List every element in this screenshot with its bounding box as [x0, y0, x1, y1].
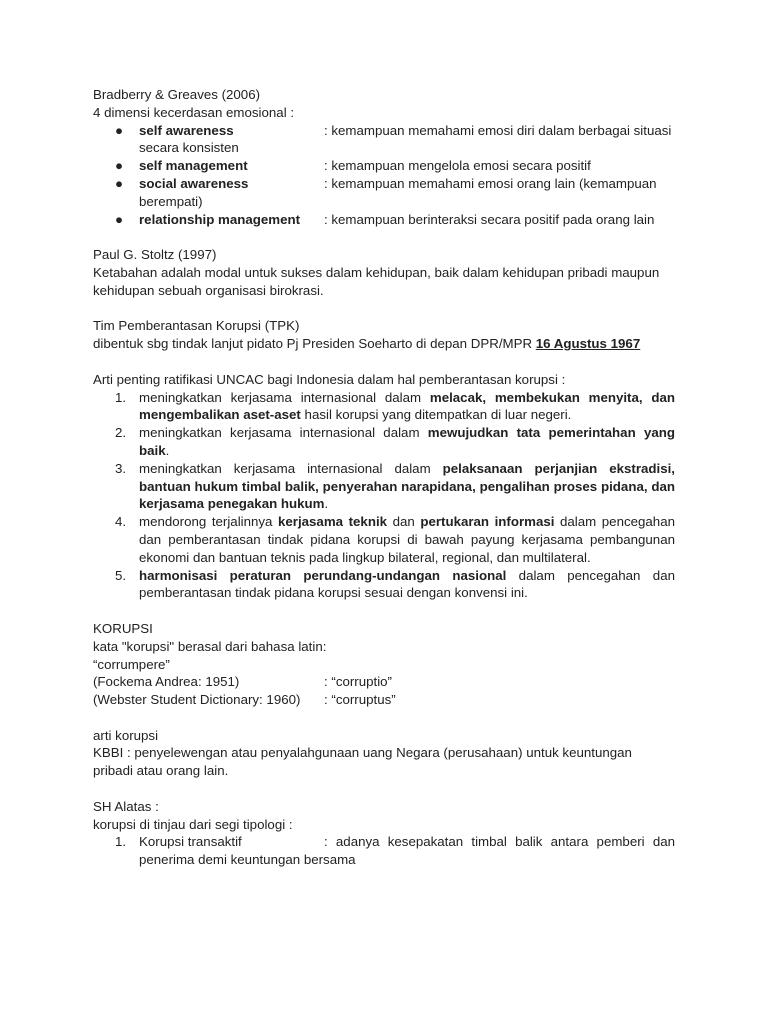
- list-item: 1. meningkatkan kerjasama internasional dalam melacak, membekukan menyita, dan mengembalikan aset-aset hasil korupsi yang ditempatkan di luar negeri.: [115, 389, 675, 423]
- section-heading-alatas: SH Alatas :: [93, 798, 159, 814]
- uncac-list: [93, 389, 675, 603]
- source-row: (Webster Student Dictionary: 1960) : “corruptus”: [93, 692, 396, 708]
- section-heading-korupsi: KORUPSI: [93, 620, 153, 636]
- typology-list: [93, 833, 675, 869]
- list-item-term: relationship management: [139, 211, 301, 227]
- emotional-dimensions-list: [93, 122, 675, 229]
- bullet-icon: ●: [115, 122, 124, 138]
- list-item: 2. meningkatkan kerjasama internasional dalam mewujudkan tata pemerintahan yang baik.: [115, 425, 675, 458]
- section-heading-arti: arti korupsi: [93, 727, 159, 743]
- section-heading-tpk: Tim Pemberantasan Korupsi (TPK): [93, 318, 300, 334]
- list-item-desc: : kemampuan memahami emosi orang lain (kemampuan berempati): [139, 175, 657, 209]
- section-intro: korupsi di tinjau dari segi tipologi :: [93, 816, 293, 832]
- section-heading-bradberry: Bradberry & Greaves (2006): [93, 87, 261, 102]
- document-content: [93, 86, 675, 869]
- list-item: [93, 175, 675, 211]
- list-item-term: self awareness: [139, 122, 234, 138]
- list-item: 5. harmonisasi peraturan perundang-undangan nasional dalam pencegahan dan pemberantasan tindak pidana korupsi sesuai dengan konvensi ini.: [115, 567, 675, 601]
- bullet-icon: ●: [115, 175, 124, 191]
- list-item-desc: : kemampuan mengelola emosi secara positif: [324, 158, 591, 174]
- list-item: 1. Korupsi transaktif : adanya kesepakatan timbal balik antara pemberi dan penerima demi keuntungan bersama: [115, 834, 675, 868]
- list-item-term: social awareness: [139, 175, 249, 191]
- section-body: dibentuk sbg tindak lanjut pidato Pj Presiden Soeharto di depan DPR/MPR 16 Agustus 1967: [93, 336, 641, 352]
- section-body: Ketabahan adalah modal untuk sukses dalam kehidupan, baik dalam kehidupan pribadi maupun kehidupan sebuah organisasi birokrasi.: [93, 264, 660, 298]
- list-item: 4. mendorong terjalinnya kerjasama teknik dan pertukaran informasi dalam pencegahan dan pemberantasan tindak pidana korupsi di bawah payung kerjasama pembangunan ekonomi dan bantuan teknis pada lingkup bilateral, regional, dan multilateral.: [115, 514, 675, 565]
- section-line: kata "korupsi" berasal dari bahasa latin:: [93, 638, 327, 654]
- bullet-icon: ●: [115, 211, 124, 227]
- list-item: [93, 122, 675, 158]
- source-row: (Fockema Andrea: 1951) : “corruptio”: [93, 674, 392, 690]
- list-item: 3. meningkatkan kerjasama internasional dalam pelaksanaan perjanjian ekstradisi, bantuan hukum timbal balik, penyerahan narapidana, pengalihan proses pidana, dan kerjasama penegakan hukum.: [115, 460, 676, 512]
- section-body: KBBI : penyelewengan atau penyalahgunaan uang Negara (perusahaan) untuk keuntungan pribadi atau orang lain.: [93, 745, 632, 779]
- section-intro: 4 dimensi kecerdasan emosional :: [93, 104, 295, 120]
- section-line: “corrumpere”: [93, 656, 170, 672]
- list-item: [93, 211, 675, 229]
- section-heading-stoltz: Paul G. Stoltz (1997): [93, 247, 217, 263]
- list-item: [93, 157, 675, 175]
- date-highlight: 16 Agustus 1967: [535, 336, 641, 352]
- list-item-term: self management: [139, 158, 248, 174]
- bullet-icon: ●: [115, 158, 124, 174]
- list-item-desc: : kemampuan memahami emosi diri dalam berbagai situasi secara konsisten: [139, 122, 672, 156]
- list-item-desc: : kemampuan berinteraksi secara positif pada orang lain: [324, 211, 655, 227]
- section-heading-uncac: Arti penting ratifikasi UNCAC bagi Indonesia dalam hal pemberantasan korupsi :: [93, 371, 566, 387]
